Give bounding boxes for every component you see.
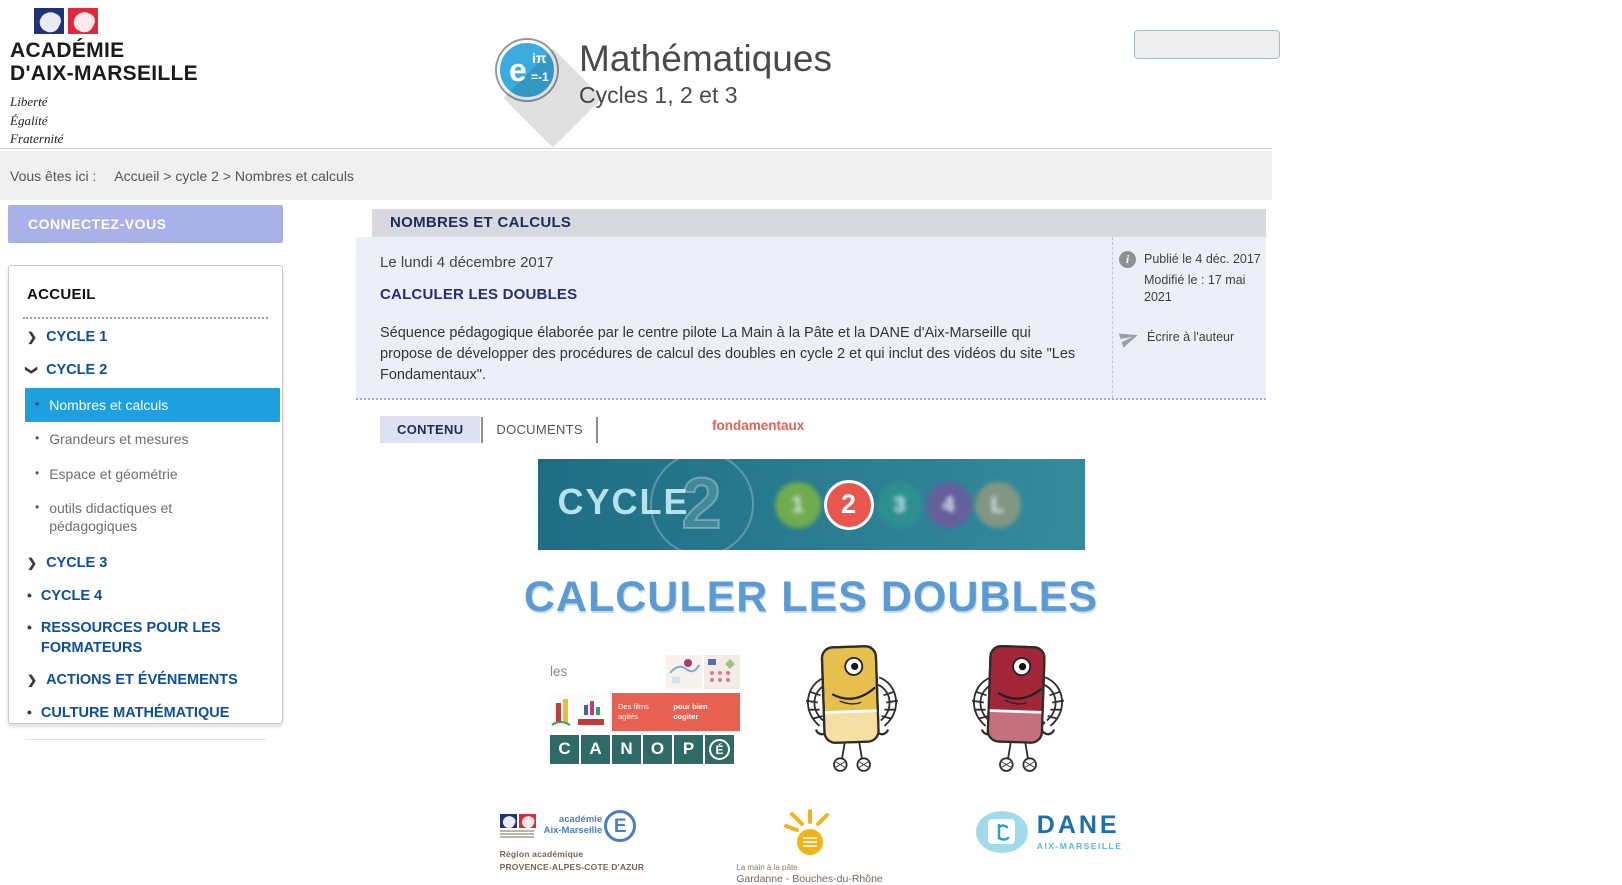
figure-headline: CALCULER LES DOUBLES [523,573,1099,622]
badge-cycle-2-active: 2 [824,480,874,530]
tab-contenu[interactable]: CONTENU [380,416,480,443]
cycle-2-banner-image [538,459,1085,550]
chevron-right-icon: ❯ [27,673,38,688]
menu-footer [25,739,266,773]
tab-separator [481,417,483,443]
badge-cycle-1: 1 [775,482,821,528]
sidebar-item-grandeurs-et-mesures[interactable]: • Grandeurs et mesures [35,431,189,448]
academy-name-line1: ACADÉMIE [10,39,125,62]
sidebar-item-culture-mathematique[interactable]: • CULTURE MATHÉMATIQUE [27,703,230,721]
cycle-2-submenu [25,388,266,543]
republic-motto: Liberté Égalité Fraternité [10,94,64,146]
bullet-icon: • [35,465,40,480]
article-date: Le lundi 4 décembre 2017 [380,254,554,271]
sidebar-item-cycle-4[interactable]: • CYCLE 4 [27,586,103,604]
red-robot-character [964,632,1072,782]
bullet-icon: • [35,499,40,514]
fondamentaux-tagline: Des films agités pour bien cogiter [612,693,740,731]
published-date: Publié le 4 déc. 2017 [1144,252,1261,266]
paper-plane-icon [1116,325,1141,350]
sidebar-item-outils-didactiques[interactable]: • outils didactiques et pédagogiques [35,499,173,534]
chevron-right-icon: ❯ [27,556,38,571]
breadcrumb-path[interactable]: Accueil > cycle 2 > Nombres et calculs [114,168,354,184]
article-header [356,237,1266,400]
main-content [356,209,1266,885]
bullet-icon: • [35,397,40,412]
bullet-icon: • [27,703,32,720]
tab-documents[interactable]: DOCUMENTS [496,422,583,438]
breadcrumb-bar [0,151,1272,200]
bullet-icon: • [35,431,40,446]
sidebar-item-cycle-2[interactable]: ❯ CYCLE 2 [25,361,108,378]
tab-separator [596,417,598,443]
info-icon: i [1119,251,1136,268]
badge-cycle-4: 4 [926,482,972,528]
sidebar-item-espace-et-geometrie[interactable]: • Espace et géométrie [35,465,178,482]
breadcrumb [0,151,1272,184]
sidebar [8,205,283,724]
academy-name-line2: D'AIX-MARSEILLE [10,61,198,85]
chevron-down-icon: ❯ [25,364,40,375]
sidebar-item-nombres-et-calculs[interactable]: • Nombres et calculs [25,388,280,422]
article-summary: Séquence pédagogique élaborée par le centre pilote La Main à la Pâte et la DANE d'Aix-Marseille qui propose de développer des procédures de calcul des doubles en cycle 2 et qui inclut des vidéos du site "Les Fondamentaux". [380,325,1076,384]
academy-logo [10,8,198,148]
sidebar-item-ressources-formateurs[interactable]: • RESSOURCES POUR LES FORMATEURS [27,619,221,656]
french-flag-icon [500,814,536,828]
thumbnail-image [704,655,740,689]
sidebar-item-cycle-3[interactable]: ❯ CYCLE 3 [27,555,108,572]
article-meta [1112,237,1266,398]
bullet-icon: • [27,619,32,636]
brand-les: les [550,664,568,680]
french-flag-icon [34,8,198,34]
banner-cycle-label: CYCLE [557,481,690,523]
badge-cycle-3: 3 [877,482,923,528]
yellow-robot-character [798,632,906,782]
dane-hand-icon [975,810,1029,854]
login-button[interactable]: CONNECTEZ-VOUS [8,205,283,243]
canope-logo: C A N O P É [550,735,740,764]
academie-aix-marseille-logo: académie Aix-Marseille E Région académique PROVENCE-ALPES-COTE D'AZUR [500,810,645,874]
sidebar-item-cycle-1[interactable]: ❯ CYCLE 1 [27,329,108,345]
site-title: Mathématiques [579,38,832,79]
search-input[interactable] [1134,30,1280,59]
write-author-link[interactable]: Écrire à l'auteur [1147,329,1235,344]
academy-name [10,40,198,85]
bullet-icon: • [27,586,32,603]
dane-logo: DANE AIX-MARSEILLE [975,810,1123,854]
cycle-badges [775,480,1021,530]
modified-date: Modifié le : 17 mai 2021 [1144,273,1246,304]
badge-lycee: L [975,482,1021,528]
breadcrumb-prefix: Vous êtes ici : [10,168,97,184]
site-subtitle: Cycles 1, 2 et 3 [579,81,738,108]
section-title: NOMBRES ET CALCULS [372,209,1266,237]
sidebar-item-accueil[interactable]: ACCUEIL [27,286,96,303]
article-title-link[interactable]: CALCULER LES DOUBLES [380,286,578,303]
partner-logos-row [356,810,1266,885]
sidebar-item-actions-evenements[interactable]: ❯ ACTIONS ET ÉVÉNEMENTS [27,672,238,689]
euler-formula-logo-icon: e iπ =-1 [497,40,557,100]
la-main-a-la-pate-logo: La main à la pâte Gardanne - Bouches-du-Rhône [736,810,883,885]
sidebar-menu [8,265,283,724]
sun-icon [780,810,840,856]
banner-watermark-2: 2 [650,452,754,556]
brand-fondamentaux: fondamentaux [712,418,805,433]
site-header [0,0,1272,149]
chevron-right-icon: ❯ [27,330,38,344]
doodle-image [550,693,612,731]
thumbnail-image [666,655,702,689]
site-identity [497,40,832,109]
academy-e-icon: E [604,810,636,842]
